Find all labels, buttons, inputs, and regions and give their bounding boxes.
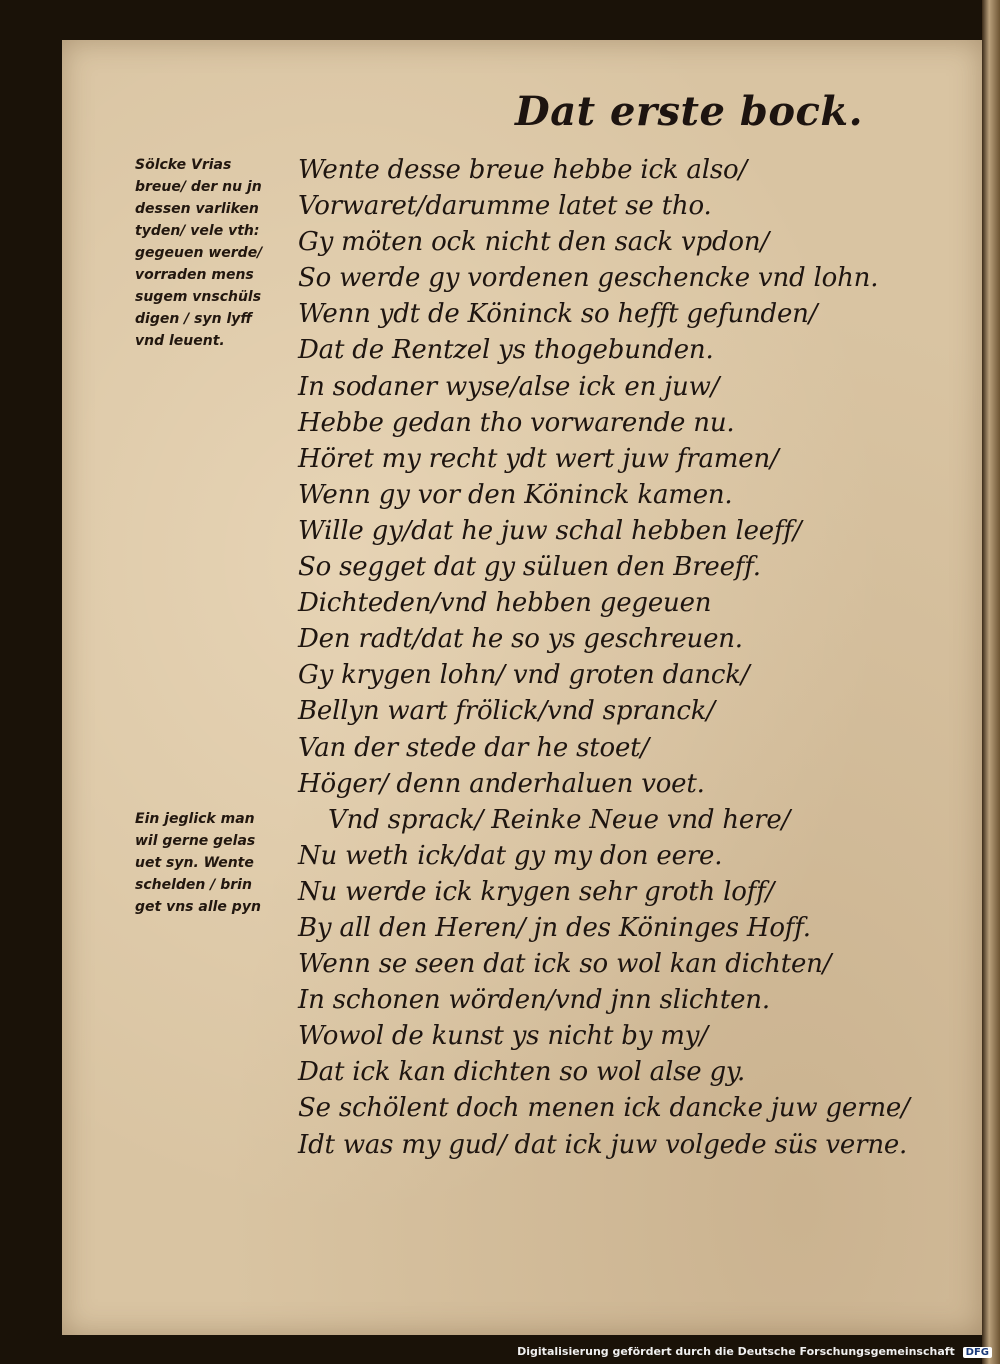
verse-line: Hebbe gedan tho vorwarende nu. [298,407,735,438]
verse-line: Wille gy/dat he juw schal hebben leeff/ [298,515,802,546]
verse-line: So werde gy vordenen geschencke vnd lohn. [298,263,879,294]
margin-note-line: tyden/ vele vth: [135,223,260,239]
verse-line: Den radt/dat he so ys geschreuen. [298,624,743,655]
verse-line: Gy krygen lohn/ vnd groten danck/ [298,660,750,691]
margin-note-line: Sölcke Vrias [135,157,232,173]
verse-line: Vnd sprack/ Reinke Neue vnd here/ [328,804,791,835]
verse-line: Nu werde ick krygen sehr groth loff/ [298,876,775,907]
margin-note-line: vorraden mens [135,267,254,283]
verse-line: Idt was my gud/ dat ick juw volgede süs verne. [298,1129,908,1160]
verse-line: Wenn gy vor den Köninck kamen. [298,479,733,510]
credit-text: Digitalisierung gefördert durch die Deutsche Forschungsgemeinschaft [517,1345,955,1358]
margin-note-line: schelden / brin [135,877,252,893]
margin-note-line: digen / syn lyff [135,311,253,327]
verse-line: Dat ick kan dichten so wol alse gy. [298,1057,746,1088]
verse-line: Wenn ydt de Köninck so hefft gefunden/ [298,299,818,330]
verse-line: Höret my recht ydt wert juw framen/ [298,443,779,474]
verse-line: In schonen wörden/vnd jnn slichten. [298,985,770,1016]
verse-line: So segget dat gy süluen den Breeff. [298,552,761,583]
verse-line: Gy möten ock nicht den sack vpdon/ [298,227,769,258]
margin-note-line: sugem vnschüls [135,289,262,305]
margin-note-line: breue/ der nu jn [135,179,262,195]
verse-line: Nu weth ick/dat gy my don eere. [298,840,723,871]
margin-note-line: vnd leuent. [135,333,225,349]
verse-line: By all den Heren/ jn des Köninges Hoff. [298,912,811,943]
verse-line: Vorwaret/darumme latet se tho. [298,191,712,222]
digitization-credit [517,1345,992,1358]
verse-line: Wowol de kunst ys nicht by my/ [298,1021,708,1052]
verse-line: Dichteden/vnd hebben gegeuen [298,588,712,619]
dfg-logo-icon: DFG [963,1347,992,1358]
margin-note-line: dessen varliken [135,201,259,217]
margin-note-1 [135,154,295,352]
margin-note-line: wil gerne gelas [135,833,256,849]
verse-text [298,152,988,1163]
margin-note-line: get vns alle pyn [135,899,261,915]
running-title: Dat erste bock. [515,88,864,135]
verse-line: Dat de Rentzel ys thogebunden. [298,335,714,366]
margin-note-line: Ein jeglick man [135,811,255,827]
margin-note-line: gegeuen werde/ [135,245,263,261]
verse-line: Van der stede dar he stoet/ [298,732,649,763]
verse-line: In sodaner wyse/alse ick en juw/ [298,371,720,402]
margin-note-line: uet syn. Wente [135,855,254,871]
verse-line: Se schölent doch menen ick dancke juw gerne/ [298,1093,910,1124]
verse-line: Höger/ denn anderhaluen voet. [298,768,705,799]
margin-note-2 [135,808,295,918]
verse-line: Wenn se seen dat ick so wol kan dichten/ [298,949,832,980]
verse-line: Bellyn wart frölick/vnd spranck/ [298,696,715,727]
verse-line: Wente desse breue hebbe ick also/ [298,155,747,185]
